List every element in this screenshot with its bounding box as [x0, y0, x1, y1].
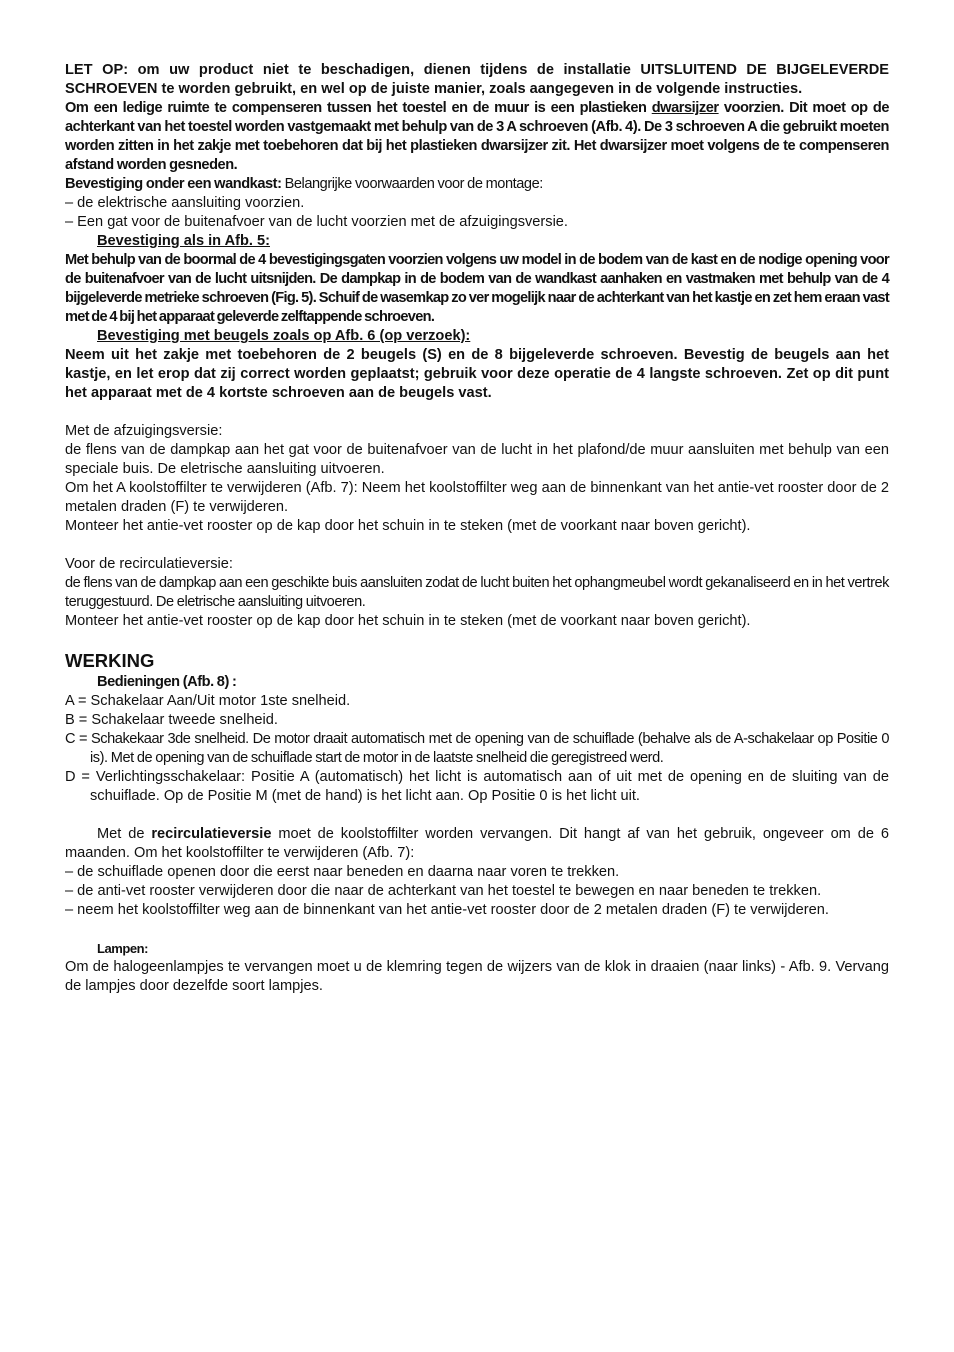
wall-cabinet-text: Belangrijke voorwaarden voor de montage: — [281, 176, 543, 192]
crossbar-text-a: Om een ledige ruimte te compenseren tussen het toestel en de muur is een plastieken — [65, 100, 652, 116]
extraction-paragraph-1: de flens van de dampkap aan het gat voor de buitenafvoer van de lucht in het plafond/de muur aansluiten met behulp van een speciale buis. De eletrische aansluiting uitvoeren. — [65, 442, 889, 477]
control-d: D = Verlichtingsschakelaar: Positie A (automatisch) het licht is automatisch aan of uit met de opening en de sluiting van de schuiflade. Op de Positie M (met de hand) is het licht aan. Op Positie 0 is het licht uit. — [65, 769, 889, 804]
filter-bold-term: recirculatieversie — [151, 826, 272, 842]
lamps-paragraph: Om de halogeenlampjes te vervangen moet u de klemring tegen de wijzers van de klok in draaien (naar links) - Afb. 9. Vervang de lampjes door dezelfde soort lampjes. — [65, 959, 889, 994]
wall-cabinet-item-2: – Een gat voor de buitenafvoer van de lucht voorzien met de afzuigingsversie. — [65, 214, 568, 230]
extraction-paragraph-3: Monteer het antie-vet rooster op de kap door het schuin in te steken (met de voorkant naar boven gericht). — [65, 518, 751, 534]
controls-heading: Bedieningen (Afb. 8) : — [97, 674, 237, 690]
filter-step-1: – de schuiflade openen door die eerst naar beneden en daarna naar voren te trekken. — [65, 864, 620, 880]
filter-step-2: – de anti-vet rooster verwijderen door die naar de achterkant van het toestel te bewegen en naar beneden te trekken. — [65, 883, 822, 899]
spacer — [65, 806, 889, 825]
extraction-title: Met de afzuigingsversie: — [65, 423, 223, 439]
fig6-heading: Bevestiging met beugels zoals op Afb. 6 (op verzoek): — [97, 328, 471, 344]
fig5-heading: Bevestiging als in Afb. 5: — [97, 233, 270, 249]
spacer — [65, 920, 889, 939]
extraction-paragraph-2: Om het A koolstoffilter te verwijderen (Afb. 7): Neem het koolstoffilter weg aan de binnenkant van het antie-vet rooster door de 2 metalen draden (F) te verwijderen. — [65, 480, 889, 515]
fig6-paragraph: Neem uit het zakje met toebehoren de 2 beugels (S) en de 8 bijgeleverde schroeven. Bevestig de beugels aan het kastje, en let erop dat zij correct worden geplaatst; gebruik voor deze operatie de 4 langste schroeven. Zet op dit punt het apparaat met de 4 kortste schroeven aan de beugels vast. — [65, 347, 889, 401]
recirculation-paragraph-2: Monteer het antie-vet rooster op de kap door het schuin in te steken (met de voorkant naar boven gericht). — [65, 613, 751, 629]
fig5-paragraph: Met behulp van de boormal de 4 bevestigingsgaten voorzien volgens uw model in de bodem van de kast en de nodige opening voor de buitenafvoer van de lucht uitsnijden. De dampkap in de bodem van de wandkast aanhaken en vastmaken met behulp van de 4 bijgeleverde metrieke schroeven (Fig. 5). Schuif de wasemkap zo ver mogelijk naar de achterkant van het kastje en zet hem eraan vast met de 4 bij het apparaat geleverde zelftappende schroeven. — [65, 252, 889, 325]
crossbar-underlined-term: dwarsijzer — [651, 100, 719, 116]
control-a: A = Schakelaar Aan/Uit motor 1ste snelheid. — [65, 693, 351, 709]
werking-heading: WERKING — [65, 650, 155, 671]
wall-cabinet-item-1: – de elektrische aansluiting voorzien. — [65, 195, 305, 211]
spacer — [65, 403, 889, 422]
filter-text-b: moet de koolstoffilter worden vervangen. Dit hangt af van het gebruik, ongeveer om de 6 maanden. Om het koolstoffilter te verwijderen (Afb. 7): — [65, 826, 889, 861]
warning-paragraph: LET OP: om uw product niet te beschadigen, dienen tijdens de installatie UITSLUITEND DE BIJGELEVERDE SCHROEVEN te worden gebruikt, en wel op de juiste manier, zoals aangegeven in de volgende instructies. — [65, 62, 889, 97]
wall-cabinet-line — [65, 175, 889, 194]
crossbar-paragraph — [65, 99, 889, 175]
lamps-heading: Lampen: — [97, 941, 149, 956]
recirculation-title: Voor de recirculatieversie: — [65, 556, 233, 572]
wall-cabinet-label: Bevestiging onder een wandkast: — [65, 176, 282, 192]
filter-step-3: – neem het koolstoffilter weg aan de binnenkant van het antie-vet rooster door de 2 metalen draden (F) te verwijderen. — [65, 902, 829, 918]
crossbar-text-b: voorzien. Dit moet op de achterkant van het toestel worden vastgemaakt met behulp van de 3 A schroeven (Afb. 4). De 3 schroeven A die gebruikt moeten worden zitten in het zakje met toebehoren dat bij het plastieken dwarsijzer zit. Het dwarsijzer moet volgens de te compenseren afstand worden gesneden. — [65, 100, 889, 173]
recirculation-paragraph-1: de flens van de dampkap aan een geschikte buis aansluiten zodat de lucht buiten het ophangmeubel wordt gekanaliseerd en in het vertrek teruggestuurd. De eletrische aansluiting uitvoeren. — [65, 575, 889, 610]
spacer — [65, 536, 889, 555]
filter-text-a: Met de — [97, 826, 152, 842]
filter-paragraph — [65, 825, 889, 863]
control-c: C = Schakekaar 3de snelheid. De motor draait automatisch met de opening van de schuiflade (behalve als de A-schakelaar op Positie 0 is). Met de opening van de schuiflade start de motor in de laatste snelheid die geregistreed werd. — [65, 731, 889, 766]
control-b: B = Schakelaar tweede snelheid. — [65, 712, 278, 728]
